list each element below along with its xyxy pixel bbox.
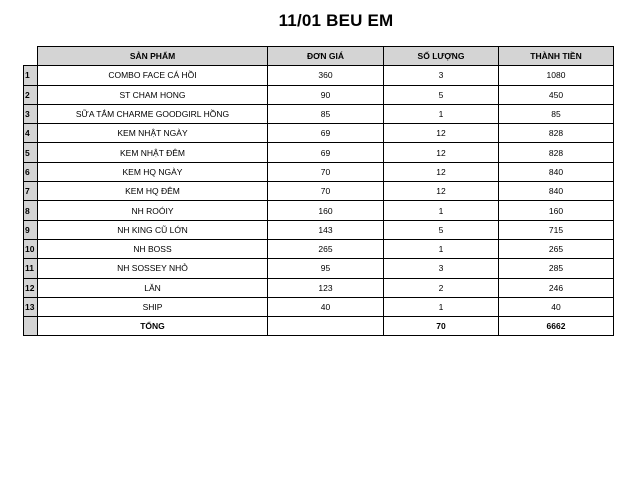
- row-number-cell: 10: [24, 239, 38, 258]
- product-cell: KEM NHẬT ĐÊM: [38, 143, 268, 162]
- unit-price-cell: 360: [268, 66, 384, 85]
- header-unit-price: ĐƠN GIÁ: [268, 47, 384, 66]
- row-number-cell: 2: [24, 85, 38, 104]
- quantity-cell: 12: [384, 182, 499, 201]
- amount-cell: 828: [499, 143, 614, 162]
- unit-price-cell: 143: [268, 220, 384, 239]
- total-quantity: 70: [384, 317, 499, 336]
- product-cell: NH ROÓIY: [38, 201, 268, 220]
- quantity-cell: 12: [384, 124, 499, 143]
- amount-cell: 450: [499, 85, 614, 104]
- unit-price-cell: 95: [268, 259, 384, 278]
- unit-price-cell: 69: [268, 124, 384, 143]
- row-number-cell: 11: [24, 259, 38, 278]
- table-row: [24, 104, 614, 123]
- amount-cell: 1080: [499, 66, 614, 85]
- product-cell: NH BOSS: [38, 239, 268, 258]
- corner-cell: [24, 47, 38, 66]
- row-number-cell: 12: [24, 278, 38, 297]
- header-quantity: SỐ LƯỢNG: [384, 47, 499, 66]
- product-cell: KEM HQ ĐÊM: [38, 182, 268, 201]
- invoice-table: [23, 46, 614, 336]
- quantity-cell: 12: [384, 143, 499, 162]
- amount-cell: 265: [499, 239, 614, 258]
- product-cell: ST CHAM HONG: [38, 85, 268, 104]
- quantity-cell: 1: [384, 104, 499, 123]
- product-cell: LĂN: [38, 278, 268, 297]
- product-cell: NH SOSSEY NHỎ: [38, 259, 268, 278]
- product-cell: COMBO FACE CÁ HỒI: [38, 66, 268, 85]
- quantity-cell: 1: [384, 239, 499, 258]
- unit-price-cell: 265: [268, 239, 384, 258]
- table-row: [24, 66, 614, 85]
- unit-price-cell: 69: [268, 143, 384, 162]
- quantity-cell: 1: [384, 201, 499, 220]
- row-number-cell: 1: [24, 66, 38, 85]
- quantity-cell: 12: [384, 162, 499, 181]
- row-number-cell: 9: [24, 220, 38, 239]
- amount-cell: 246: [499, 278, 614, 297]
- amount-cell: 840: [499, 182, 614, 201]
- table-body: [24, 66, 614, 317]
- row-number-cell: 5: [24, 143, 38, 162]
- row-number-cell: [24, 317, 38, 336]
- quantity-cell: 3: [384, 259, 499, 278]
- unit-price-cell: 70: [268, 182, 384, 201]
- product-cell: KEM NHẬT NGÀY: [38, 124, 268, 143]
- amount-cell: 85: [499, 104, 614, 123]
- header-product: SẢN PHẨM: [38, 47, 268, 66]
- unit-price-cell: 90: [268, 85, 384, 104]
- unit-price-cell: 123: [268, 278, 384, 297]
- row-number-cell: 3: [24, 104, 38, 123]
- unit-price-cell: 40: [268, 297, 384, 316]
- total-row: [24, 317, 614, 336]
- product-cell: SỮA TẮM CHARME GOODGIRL HỒNG: [38, 104, 268, 123]
- unit-price-cell: 85: [268, 104, 384, 123]
- row-number-cell: 6: [24, 162, 38, 181]
- table-row: [24, 239, 614, 258]
- product-cell: NH KING CŨ LỚN: [38, 220, 268, 239]
- quantity-cell: 5: [384, 220, 499, 239]
- row-number-cell: 8: [24, 201, 38, 220]
- table-row: [24, 259, 614, 278]
- total-amount: 6662: [499, 317, 614, 336]
- header-row: [24, 47, 614, 66]
- table-row: [24, 162, 614, 181]
- amount-cell: 40: [499, 297, 614, 316]
- row-number-cell: 4: [24, 124, 38, 143]
- table-row: [24, 278, 614, 297]
- amount-cell: 715: [499, 220, 614, 239]
- quantity-cell: 2: [384, 278, 499, 297]
- table-row: [24, 201, 614, 220]
- quantity-cell: 5: [384, 85, 499, 104]
- total-label: TỔNG: [38, 317, 268, 336]
- row-number-cell: 7: [24, 182, 38, 201]
- table-row: [24, 220, 614, 239]
- header-amount: THÀNH TIỀN: [499, 47, 614, 66]
- row-number-cell: 13: [24, 297, 38, 316]
- table-row: [24, 182, 614, 201]
- table-row: [24, 297, 614, 316]
- table-row: [24, 85, 614, 104]
- amount-cell: 160: [499, 201, 614, 220]
- unit-price-cell: 70: [268, 162, 384, 181]
- amount-cell: 285: [499, 259, 614, 278]
- product-cell: KEM HQ NGÀY: [38, 162, 268, 181]
- total-unit-price: [268, 317, 384, 336]
- page-title: 11/01 BEU EM: [278, 11, 394, 30]
- product-cell: SHIP: [38, 297, 268, 316]
- quantity-cell: 3: [384, 66, 499, 85]
- amount-cell: 840: [499, 162, 614, 181]
- amount-cell: 828: [499, 124, 614, 143]
- table-row: [24, 124, 614, 143]
- unit-price-cell: 160: [268, 201, 384, 220]
- quantity-cell: 1: [384, 297, 499, 316]
- table-row: [24, 143, 614, 162]
